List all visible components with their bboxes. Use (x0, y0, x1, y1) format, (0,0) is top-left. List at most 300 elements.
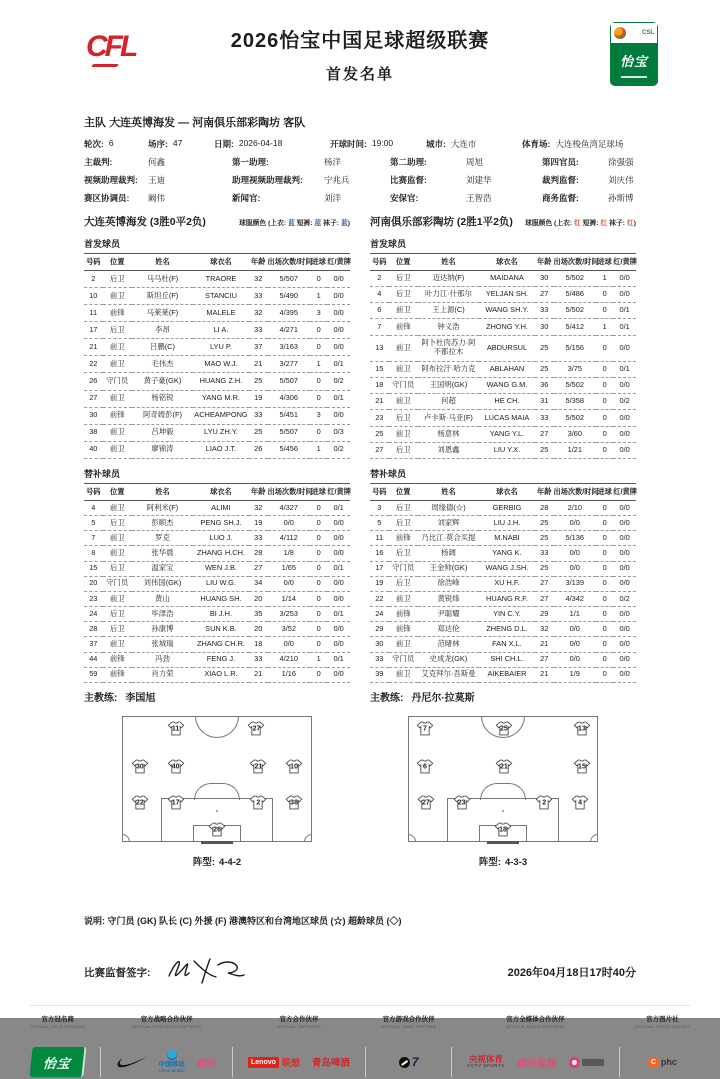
player-cell: 刘伟国(GK) (143, 578, 182, 588)
player-cell: 王金帅(GK) (429, 563, 468, 573)
home-label: 主队 (84, 117, 106, 129)
player-cell: 32 (254, 502, 263, 512)
player-row (84, 637, 350, 652)
migu-video-logo: 咪咕视频 (516, 1058, 557, 1070)
player-cell: 0 (602, 428, 607, 438)
player-cell: AIKEBAIER (487, 669, 527, 679)
player-shirt-icon (573, 721, 591, 738)
player-cell: ZHANG CH.R. (196, 639, 245, 649)
pitch-marking (201, 841, 233, 844)
formation-line (370, 854, 636, 868)
shirt-number: 30 (136, 763, 144, 771)
signature-datetime: 2026年04月18日17时40分 (507, 967, 636, 979)
player-cell: 0/0 (619, 342, 630, 352)
sponsor-category-label: 官方全媒体合作伙伴 (506, 1016, 565, 1023)
official-name: 刘洋 (324, 193, 342, 203)
column-header: 姓名 (132, 484, 193, 501)
player-cell: ABLAHAN (489, 364, 525, 374)
shirt-number: 10 (290, 763, 298, 771)
player-row (370, 271, 636, 287)
player-cell: 0/1 (333, 358, 344, 368)
sheet-subtitle: 首发名单 (325, 66, 394, 83)
player-row (370, 319, 636, 335)
player-cell: 7 (377, 321, 382, 331)
player-cell: 后卫 (109, 517, 125, 527)
player-cell: 0 (602, 342, 607, 352)
player-cell: 前卫 (395, 593, 411, 603)
official-role: 视频助理裁判: (84, 175, 138, 185)
player-cell: 37 (89, 639, 98, 649)
shirt-number: 15 (578, 763, 586, 771)
footer-divider (100, 1047, 101, 1077)
player-cell: 彭顺杰 (151, 517, 174, 527)
yibao-logo: 怡宝 (29, 1047, 86, 1077)
player-cell: LIU W.G. (205, 578, 236, 588)
player-cell: 0 (316, 517, 321, 527)
player-cell: 29 (540, 608, 549, 618)
player-cell: 0/0 (333, 290, 344, 300)
player-cell: 阿卜杜肉苏力·阿不都拉木 (421, 338, 476, 357)
player-row (84, 501, 350, 516)
official-name: 刘庆伟 (608, 175, 634, 185)
player-cell: 0 (602, 623, 607, 633)
player-cell: 21 (254, 358, 263, 368)
player-cell: 27 (540, 593, 549, 603)
column-header: 年龄 (249, 254, 268, 271)
column-header: 姓名 (132, 254, 193, 271)
player-cell: 3/60 (567, 428, 582, 438)
player-shirt-icon (417, 794, 435, 811)
info-label: 开球时间: (330, 139, 367, 149)
player-cell: 0/0 (619, 639, 630, 649)
csl-badge-top: CSL (642, 30, 654, 36)
player-cell: 阿利米(F) (146, 502, 179, 512)
player-cell: 李昂 (155, 324, 170, 334)
player-cell: 27 (254, 563, 263, 573)
player-cell: 21 (375, 396, 384, 406)
column-header: 出场次数/时间 (554, 254, 597, 271)
info-value: 2026-04-18 (238, 138, 283, 148)
player-cell: YIN C.Y. (493, 608, 521, 618)
player-cell: 杨意林 (437, 428, 460, 438)
player-cell: 15 (375, 364, 384, 374)
player-cell: HUANG R.F. (486, 593, 528, 603)
player-cell: 5/502 (565, 273, 585, 283)
player-cell: 23 (89, 593, 98, 603)
player-shirt-icon (249, 758, 267, 775)
player-cell: 17 (89, 324, 98, 334)
csl-badge-bar (621, 76, 647, 78)
player-cell: 前卫 (395, 396, 411, 406)
player-cell: YANG M.R. (201, 393, 240, 403)
player-cell: 前卫 (109, 393, 125, 403)
official-pair (232, 192, 390, 204)
player-cell: ACHEAMPONG (194, 410, 248, 420)
player-cell: 4/306 (279, 393, 299, 403)
player-row (84, 424, 350, 441)
player-cell: 0/0 (333, 623, 344, 633)
sponsor-logos (467, 1045, 603, 1079)
player-cell: 前卫 (109, 444, 125, 454)
player-cell: 0/0 (619, 532, 630, 542)
player-cell: 0 (316, 427, 321, 437)
pitch-marking (304, 834, 312, 842)
coach-label: 主教练: (370, 693, 404, 704)
player-cell: 0 (316, 669, 321, 679)
sponsor-category-sublabel: OFFICIAL STRATEGIC PARTNERS (131, 1024, 202, 1029)
column-header: 位置 (103, 484, 132, 501)
player-cell: 3/277 (279, 358, 299, 368)
coach-label: 主教练: (84, 693, 118, 704)
shirt-number: 38 (290, 799, 298, 807)
player-cell: 0 (602, 563, 607, 573)
player-cell: 0/0 (619, 444, 630, 454)
player-cell: 0 (316, 623, 321, 633)
sponsor-logos (248, 1045, 350, 1079)
player-cell: 4/342 (565, 593, 585, 603)
formation-label: 阵型: (192, 857, 215, 868)
player-cell: 0/0 (569, 654, 580, 664)
formation-pitch (122, 716, 312, 842)
player-row (370, 410, 636, 426)
player-cell: 0 (316, 376, 321, 386)
shirt-number: 25 (500, 725, 508, 733)
info-label: 体育场: (522, 139, 551, 149)
sponsor-category-sublabel: OFFICIAL MEDIA PARTNERS (506, 1024, 565, 1029)
player-cell: 5/507 (279, 427, 299, 437)
player-cell: 19 (254, 393, 263, 403)
official-pair (542, 156, 636, 168)
player-row (370, 591, 636, 606)
player-cell: 3/139 (565, 578, 585, 588)
player-row (84, 322, 350, 339)
player-shirt-icon (208, 821, 226, 838)
player-cell: 40 (89, 444, 98, 454)
official-pair (542, 174, 636, 186)
player-cell: 张城瑞 (151, 639, 174, 649)
player-cell: 0 (602, 444, 607, 454)
player-row (84, 591, 350, 606)
player-cell: 前卫 (395, 639, 411, 649)
player-row (84, 607, 350, 622)
player-cell: MAO W.J. (204, 358, 238, 368)
media-logo-wordmark (582, 1059, 604, 1066)
player-cell: 0/1 (333, 563, 344, 573)
official-pair (84, 174, 232, 186)
player-cell: 32 (254, 273, 263, 283)
player-cell: 33 (254, 654, 263, 664)
player-cell: 33 (540, 305, 549, 315)
player-cell: 前卫 (395, 428, 411, 438)
player-cell: WANG SH.Y. (485, 305, 529, 315)
player-cell: 31 (540, 396, 549, 406)
player-cell: 0 (602, 548, 607, 558)
away-team-name: 河南俱乐部彩陶坊 (192, 117, 281, 129)
player-cell: 5/502 (565, 380, 585, 390)
official-name: 杨洋 (324, 157, 342, 167)
player-cell: 59 (89, 669, 98, 679)
player-shirt-icon (495, 721, 513, 738)
player-cell: 后卫 (395, 412, 411, 422)
player-cell: 1/65 (281, 563, 296, 573)
player-cell: 杨阔 (441, 548, 456, 558)
player-cell: 5/456 (279, 444, 299, 454)
ic-photo-logo: C phc (648, 1057, 677, 1068)
player-cell: 21 (89, 341, 98, 351)
player-cell: 杨铭锐 (151, 393, 174, 403)
player-row (370, 622, 636, 637)
match-info-row (84, 138, 636, 150)
player-cell: 37 (254, 341, 263, 351)
player-row (84, 390, 350, 407)
column-header: 进球 (596, 254, 613, 271)
column-header: 进球 (310, 254, 327, 271)
player-cell: 0/0 (619, 289, 630, 299)
team-name-record: 大连英博海发 (3胜0平2负) (84, 216, 206, 228)
player-cell: 0 (316, 593, 321, 603)
player-cell: 前卫 (109, 548, 125, 558)
pitch-marking (122, 834, 130, 842)
coach-name: 丹尼尔·拉莫斯 (411, 693, 475, 704)
player-cell: 0/0 (619, 502, 630, 512)
player-cell: 33 (254, 410, 263, 420)
player-row (84, 441, 350, 458)
officials-row (84, 192, 636, 204)
column-header: 号码 (84, 254, 103, 271)
sponsor-category-sublabel: OFFICIAL TITLE SPONSOR (30, 1024, 86, 1029)
player-cell: 5/490 (279, 290, 299, 300)
official-role: 安保官: (390, 193, 419, 203)
coach-line (84, 689, 350, 704)
subs-table (370, 483, 636, 683)
sponsor-group (635, 1014, 690, 1079)
info-value: 大连梭鱼湾足球场 (555, 139, 624, 149)
sponsor-category-sublabel: OFFICIAL GAME PARTNER (381, 1024, 436, 1029)
shirt-number: 27 (252, 725, 261, 733)
shirt-number: 4 (578, 799, 583, 807)
player-cell: 5/507 (279, 376, 299, 386)
player-cell: 罗克 (155, 532, 170, 542)
player-cell: 3/75 (567, 364, 582, 374)
player-cell: 33 (540, 548, 549, 558)
player-cell: 前卫 (109, 290, 125, 300)
player-cell: 前锋 (109, 669, 125, 679)
info-pair (330, 138, 426, 150)
home-team-name: 大连英博海发 (109, 117, 176, 129)
player-cell: 25 (254, 427, 263, 437)
shirt-number: 40 (171, 763, 180, 771)
subs-table (84, 483, 350, 683)
player-cell: 0/0 (333, 669, 344, 679)
sponsor-logos (399, 1045, 419, 1079)
footer-divider (232, 1047, 233, 1077)
player-row (370, 378, 636, 394)
shirt-number: 11 (171, 725, 180, 733)
column-header: 号码 (84, 484, 103, 501)
player-cell: 0/0 (333, 307, 344, 317)
sponsor-group (467, 1014, 603, 1079)
player-cell: 前锋 (395, 321, 411, 331)
media-partner-logo (569, 1057, 604, 1068)
coach-name: 李国旭 (125, 693, 156, 704)
player-cell: 25 (540, 444, 549, 454)
player-cell: WANG J.SH. (485, 563, 529, 573)
player-cell: 27 (540, 654, 549, 664)
kit-colors: 球服颜色 (上衣: 蓝 短裤: 蓝 袜子: 蓝) (238, 220, 350, 227)
official-name: 王迪 (148, 175, 166, 185)
player-cell: XIAO L.R. (204, 669, 238, 679)
sponsor-category-label: 官方冠名商 (41, 1016, 74, 1023)
player-cell: 0/0 (333, 410, 344, 420)
player-cell: 4/210 (279, 654, 299, 664)
player-cell: 0/0 (619, 517, 630, 527)
player-cell: 阿布拉汗·哈力克 (421, 364, 476, 374)
player-cell: LUO J. (209, 532, 233, 542)
player-cell: 0/0 (619, 654, 630, 664)
player-cell: 黄锐烽 (437, 593, 460, 603)
player-cell: 44 (89, 654, 98, 664)
player-cell: ALIMI (211, 502, 231, 512)
player-cell: 7 (91, 532, 96, 542)
player-cell: 2 (91, 273, 96, 283)
player-cell: 0 (602, 412, 607, 422)
formation-value: 4-4-2 (218, 857, 242, 868)
footer-divider (451, 1047, 452, 1077)
info-value: 6 (108, 138, 114, 148)
player-row (370, 442, 636, 458)
teams-line (84, 114, 636, 130)
player-cell: 3 (316, 410, 321, 420)
player-cell: 守门员 (392, 654, 415, 664)
player-cell: 28 (540, 502, 549, 512)
player-cell: 后卫 (395, 548, 411, 558)
player-cell: 后卫 (395, 578, 411, 588)
official-role: 第二助理: (390, 157, 427, 167)
player-cell: FENG J. (206, 654, 236, 664)
shirt-number: 17 (171, 799, 180, 807)
column-header: 出场次数/时间 (554, 484, 597, 501)
footer-divider (619, 1047, 620, 1077)
player-row (84, 407, 350, 424)
player-cell: 0/1 (333, 393, 344, 403)
column-header: 进球 (596, 484, 613, 501)
player-shirt-icon (249, 794, 267, 811)
cfl-logo-text: CFL (86, 30, 136, 63)
player-cell: 24 (375, 608, 384, 618)
player-row (370, 667, 636, 682)
player-cell: 10 (89, 290, 98, 300)
player-cell: YELJAN SH. (485, 289, 529, 299)
player-cell: 5/156 (565, 342, 585, 352)
info-pair (214, 138, 330, 150)
info-value: 大连市 (450, 139, 477, 149)
player-cell: 后卫 (395, 444, 411, 454)
player-shirt-icon (571, 794, 589, 811)
migu-logo: 咪咕 (196, 1058, 217, 1070)
player-row (84, 339, 350, 356)
player-cell: 前卫 (109, 593, 125, 603)
player-cell: M.NABI (494, 532, 520, 542)
player-cell: 肖力荣 (151, 669, 174, 679)
player-cell: 后卫 (109, 623, 125, 633)
player-cell: 何超 (441, 396, 456, 406)
player-cell: YANG K. (492, 548, 522, 558)
sponsor-category-sublabel: OFFICIAL PHOTO AGENCY (634, 1024, 690, 1029)
player-shirt-icon (285, 794, 303, 811)
player-cell: 前卫 (109, 427, 125, 437)
player-cell: 32 (540, 623, 549, 633)
player-cell: 冯劲 (155, 654, 170, 664)
player-cell: 5/358 (565, 396, 585, 406)
player-cell: 艾克拜尔·吾斯曼 (421, 669, 476, 679)
player-cell: HUANG SH. (200, 593, 242, 603)
player-cell: 前锋 (109, 307, 125, 317)
starters-table (84, 253, 350, 459)
player-cell: ZHONG Y.H. (485, 321, 528, 331)
legend-note: 说明: 守门员 (GK) 队长 (C) 外援 (F) 港澳特区和台湾地区球员 (☆) 超龄球员 (◇) (84, 916, 402, 926)
player-row (370, 561, 636, 576)
sponsor-logos (117, 1045, 217, 1079)
player-cell: 30 (540, 321, 549, 331)
player-cell: 5/136 (565, 532, 585, 542)
player-cell: 0/0 (569, 517, 580, 527)
pitch-marking (502, 810, 504, 812)
official-role: 裁判监督: (542, 175, 579, 185)
coach-line (370, 689, 636, 704)
shirt-number: 22 (136, 799, 144, 807)
player-row (84, 271, 350, 288)
player-cell: 前卫 (395, 669, 411, 679)
player-shirt-icon (494, 821, 512, 838)
player-cell: 刘恩鑫 (437, 444, 460, 454)
column-header: 红/黄牌 (327, 254, 350, 271)
player-cell: 0/1 (619, 364, 630, 374)
player-cell: 36 (540, 380, 549, 390)
official-pair (390, 156, 542, 168)
player-cell: 0/0 (333, 548, 344, 558)
official-role: 赛区协调员: (84, 193, 130, 203)
player-shirt-icon (131, 794, 149, 811)
player-cell: 刘家辉 (437, 517, 460, 527)
player-cell: 0/0 (619, 273, 630, 283)
player-cell: 25 (540, 517, 549, 527)
player-cell: 0/1 (333, 654, 344, 664)
shirt-number: 26 (213, 826, 221, 834)
player-cell: 19 (375, 578, 384, 588)
player-cell: SUN K.B. (205, 623, 237, 633)
player-shirt-icon (535, 794, 553, 811)
player-cell: 毕津浩 (151, 608, 174, 618)
player-cell: 前锋 (395, 623, 411, 633)
player-cell: 34 (254, 578, 263, 588)
pitch-marking (487, 841, 519, 844)
player-cell: 38 (89, 427, 98, 437)
player-cell: 后卫 (395, 289, 411, 299)
sponsor-group (248, 1014, 350, 1079)
player-cell: 5/502 (565, 412, 585, 422)
player-shirt-icon (131, 758, 149, 775)
player-cell: 4 (91, 502, 96, 512)
china-mobile-icon (167, 1050, 177, 1060)
player-row (370, 576, 636, 591)
player-cell: 0 (602, 654, 607, 664)
player-cell: 39 (375, 669, 384, 679)
column-header: 年龄 (535, 254, 554, 271)
player-cell: 孙康博 (151, 623, 174, 633)
sheet-header (0, 0, 720, 100)
player-cell: LIU Y.X. (493, 444, 521, 454)
player-cell: 0/2 (333, 444, 344, 454)
